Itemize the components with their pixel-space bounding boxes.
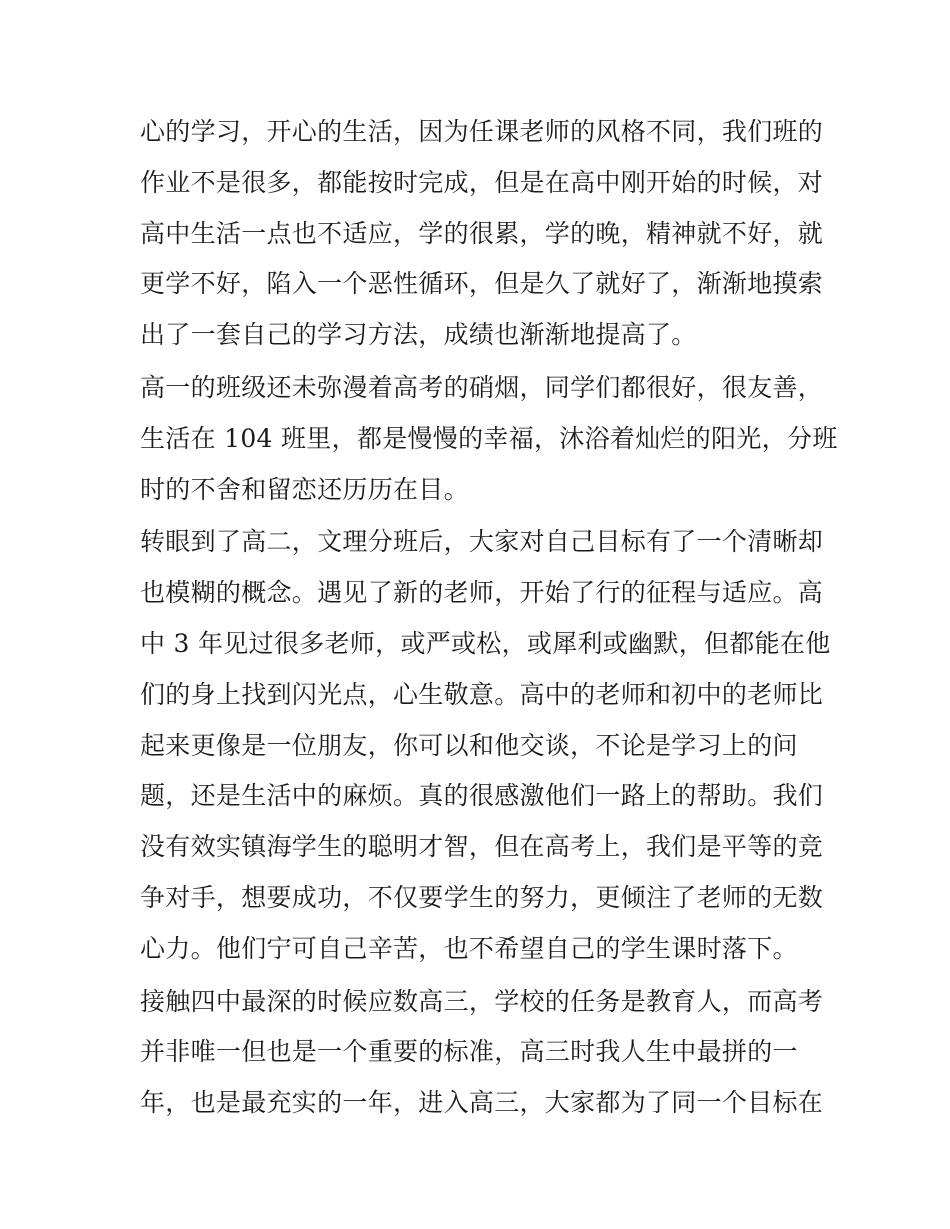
text-line: 起来更像是一位朋友，你可以和他交谈，不论是学习上的问 bbox=[140, 730, 798, 760]
text-line: 年，也是最充实的一年，进入高三，大家都为了同一个目标在 bbox=[140, 1088, 824, 1118]
text-line: 接触四中最深的时候应数高三，学校的任务是教育人，而高考 bbox=[140, 986, 824, 1016]
text-line: 作业不是很多，都能按时完成，但是在高中刚开始的时候，对 bbox=[140, 167, 824, 197]
text-line: 高一的班级还未弥漫着高考的硝烟，同学们都很好，很友善， bbox=[140, 372, 824, 402]
text-line: 出了一套自己的学习方法，成绩也渐渐地提高了。 bbox=[140, 320, 697, 350]
text-line: 生活在 104 班里，都是慢慢的幸福，沐浴着灿烂的阳光，分班 bbox=[140, 423, 838, 453]
text-line: 更学不好，陷入一个恶性循环，但是久了就好了，渐渐地摸索 bbox=[140, 269, 824, 299]
text-line: 转眼到了高二，文理分班后，大家对自己目标有了一个清晰却 bbox=[140, 527, 824, 557]
paragraph-1 bbox=[140, 107, 824, 361]
paragraph-2 bbox=[140, 363, 838, 515]
paragraph-4 bbox=[140, 977, 824, 1129]
text-line: 也模糊的概念。遇见了新的老师，开始了行的征程与适应。高 bbox=[140, 578, 824, 608]
text-line: 没有效实镇海学生的聪明才智，但在高考上，我们是平等的竞 bbox=[140, 832, 824, 862]
text-line: 心的学习，开心的生活，因为任课老师的风格不同，我们班的 bbox=[140, 117, 824, 146]
text-line: 时的不舍和留恋还历历在目。 bbox=[140, 474, 469, 504]
text-line: 争对手，想要成功，不仅要学生的努力，更倾注了老师的无数 bbox=[140, 882, 824, 912]
text-line: 中 3 年见过很多老师，或严或松，或犀利或幽默，但都能在他 bbox=[140, 628, 831, 658]
text-line: 题，还是生活中的麻烦。真的很感激他们一路上的帮助。我们 bbox=[140, 781, 824, 811]
document-body bbox=[140, 107, 838, 1129]
paragraph-3 bbox=[140, 517, 831, 974]
text-line: 心力。他们宁可自己辛苦，也不希望自己的学生课时落下。 bbox=[140, 933, 798, 963]
text-line: 们的身上找到闪光点，心生敬意。高中的老师和初中的老师比 bbox=[140, 679, 824, 709]
text-line: 并非唯一但也是一个重要的标准，高三时我人生中最拼的一 bbox=[140, 1037, 798, 1067]
text-line: 高中生活一点也不适应，学的很累，学的晚，精神就不好，就 bbox=[140, 218, 824, 248]
